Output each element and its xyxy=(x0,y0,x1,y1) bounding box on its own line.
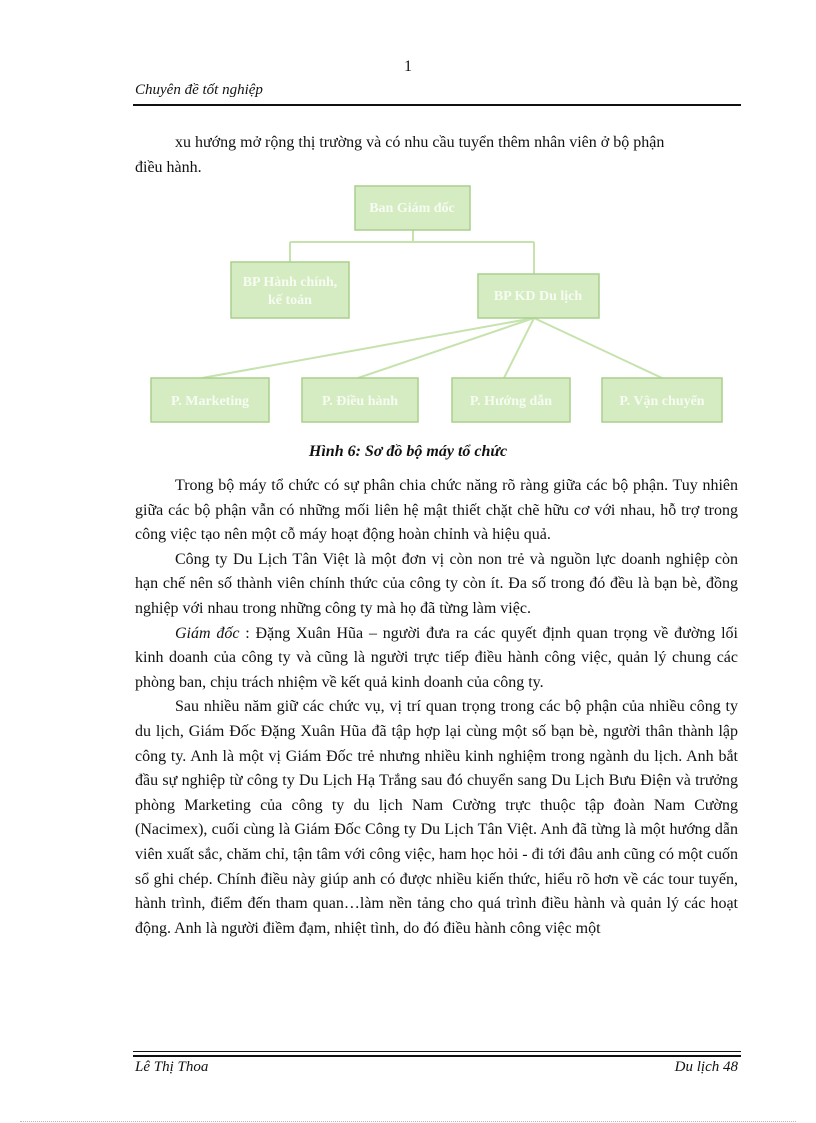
paragraph-4: Sau nhiều năm giữ các chức vụ, vị trí quan trọng trong các bộ phận của nhiều công ty du lịch, Giám Đốc Đặng Xuân Hũa đã tập hợp lại cùng một số bạn bè, người thân thành lập công ty. Anh là một vị Giám Đốc trẻ nhưng nhiều kinh nghiệm trong ngành du lịch. Anh bắt đầu sự nghiệp từ công ty Du Lịch Hạ Trắng sau đó chuyển sang Du Lịch Bưu Điện và trưởng phòng Marketing của công ty du lịch Nam Cường trực thuộc tập đoàn Nam Cường (Nacimex), cuối cùng là Giám Đốc Công ty Du Lịch Tân Việt. Anh đã từng là một hướng dẫn viên xuất sắc, chăm chỉ, tận tâm với công việc, ham học hỏi - đi tới đâu anh cũng có một cuốn sổ ghi chép. Chính điều này giúp anh có được nhiều kiến thức, hiểu rõ hơn về các tour tuyến, hành trình, điểm đến tham quan…làm nền tảng cho quá trình điều hành và quản lý các hoạt động. Anh là người điềm đạm, nhiệt tình, do đó điều hành công việc một xyxy=(135,698,738,937)
box-bp-hanh-chinh xyxy=(231,262,349,318)
box-bp-hanh-chinh-line1: BP Hành chính, xyxy=(242,275,338,290)
page-number: 1 xyxy=(404,58,412,75)
box-ban-giam-doc xyxy=(355,186,470,230)
body-text xyxy=(135,474,738,941)
footer-author: Lê Thị Thoa xyxy=(135,1059,209,1075)
page-edge-dots xyxy=(20,1121,796,1122)
box-p-van-chuyen-label: P. Vận chuyển xyxy=(619,394,705,409)
box-ban-giam-doc-label: Ban Giám đốc xyxy=(369,201,455,216)
intro-line-1: xu hướng mở rộng thị trường và có nhu cầu tuyển thêm nhân viên ở bộ phận xyxy=(175,134,665,151)
box-p-huong-dan xyxy=(452,378,570,422)
org-chart xyxy=(0,0,816,440)
paragraph-1: Trong bộ máy tổ chức có sự phân chia chức năng rõ ràng giữa các bộ phận. Tuy nhiên giữa các bộ phận vẫn có những mối liên hệ mật thiết chặt chẽ hữu cơ với nhau, hỗ trợ trong công việc tạo nên một cỗ máy hoạt động hoàn chỉnh và hiệu quả. xyxy=(135,477,738,544)
paragraph-2: Công ty Du Lịch Tân Việt là một đơn vị còn non trẻ và nguồn lực doanh nghiệp còn hạn chế nên số thành viên chính thức của công ty còn ít. Đa số trong đó đều là bạn bè, đồng nghiệp với nhau trong những công ty mà họ đã từng làm việc. xyxy=(135,550,738,617)
intro-line-2: điều hành. xyxy=(135,158,202,176)
box-p-marketing xyxy=(151,378,269,422)
paragraph-3-label: Giám đốc xyxy=(175,624,240,642)
connector-marketing xyxy=(202,318,534,378)
figure-caption: Hình 6: Sơ đồ bộ máy tổ chức xyxy=(308,443,508,460)
footer-rule-thick xyxy=(133,1055,741,1057)
paragraph-3 xyxy=(135,622,738,696)
box-bp-kd-du-lich xyxy=(478,274,599,318)
box-p-marketing-label: P. Marketing xyxy=(170,394,250,409)
footer-rule-thin xyxy=(133,1051,741,1052)
header-title: Chuyên đề tốt nghiệp xyxy=(135,82,263,98)
box-p-dieu-hanh xyxy=(302,378,418,422)
paragraph-3-text: : Đặng Xuân Hũa – người đưa ra các quyết định quan trọng về đường lối kinh doanh của công ty và cũng là người trực tiếp điều hành công việc, quản lý chung các phòng ban, chịu trách nhiệm về kết quả kinh doanh của công ty. xyxy=(135,624,739,691)
connector-vanchuyen xyxy=(534,318,662,378)
box-bp-kd-du-lich-label: BP KD Du lịch xyxy=(493,289,583,304)
box-p-huong-dan-label: P. Hướng dẫn xyxy=(469,394,553,409)
box-bp-hanh-chinh-line2: kế toán xyxy=(268,293,312,308)
box-p-van-chuyen xyxy=(602,378,722,422)
footer-page-label: Du lịch 48 xyxy=(674,1059,738,1075)
box-p-dieu-hanh-label: P. Điều hành xyxy=(321,394,399,409)
